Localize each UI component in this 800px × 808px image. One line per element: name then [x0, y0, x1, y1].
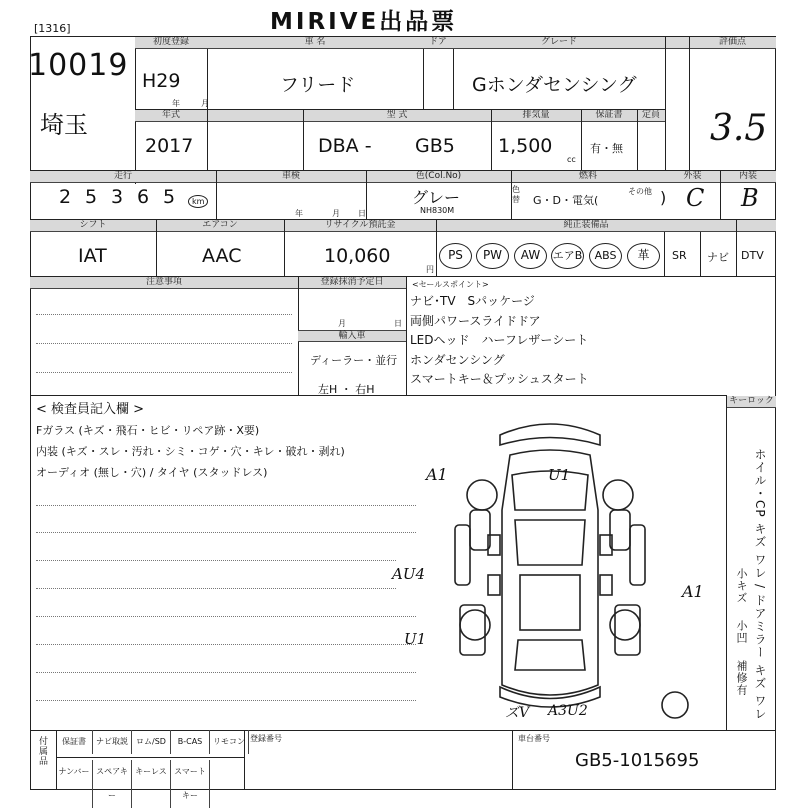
header-shaken: 車検 [216, 171, 366, 183]
inspector-header: < 検査員記入欄 > [36, 402, 145, 417]
mileage-unit: km [188, 195, 208, 208]
lot-number: 10019 [28, 48, 129, 83]
mileage-digit: 2 [58, 186, 72, 208]
header-capacity: 定員 [637, 110, 665, 122]
sheet-title: MIRIVE出品票 [270, 9, 458, 35]
header-reg-expiry: 登録抹消予定日 [298, 277, 406, 289]
right-small-3: 補修有 [735, 660, 748, 696]
header-score: 評価点 [689, 37, 776, 49]
header-grade: グレード [453, 37, 665, 49]
color-name: グレー [412, 188, 461, 207]
right-small-2: 小凹 [735, 620, 748, 644]
year-value: 2017 [145, 135, 194, 157]
header-sales-point: <セールスポイント> [412, 280, 489, 289]
damage-mark: AU4 [392, 565, 426, 583]
sales-points [410, 292, 589, 390]
header-warranty: 保証書 [581, 110, 637, 122]
header-notes: 注意事項 [30, 277, 298, 289]
mileage-digit: 5 [84, 186, 98, 208]
recycle-unit: 円 [426, 265, 434, 274]
sales-point-item: LEDヘッド ハーフレザーシート [410, 333, 589, 347]
inspector-line: Fガラス (キズ・飛石・ヒビ・リペア跡・X要) [36, 424, 260, 437]
header-interior: 内装 [720, 171, 776, 183]
accessory-label: ロム/SD [132, 730, 171, 754]
reg-day-unit: 日 [394, 319, 402, 328]
damage-mark: ズV [505, 705, 530, 721]
first-reg-month-unit: 月 [201, 99, 209, 108]
equip-leather: 革 [627, 243, 660, 269]
equip-navi: ナビ [707, 251, 729, 264]
header-doors: ドア [423, 37, 453, 49]
damage-mark: U1 [404, 630, 427, 648]
header-shift: シフト [30, 220, 156, 232]
shift-value: IAT [78, 245, 107, 267]
header-equipment: 純正装備品 [436, 220, 736, 232]
damage-mark: A1 [426, 465, 448, 484]
chassis-number-value: GB5-1015695 [575, 750, 700, 771]
fuel-other: その他 [628, 187, 652, 196]
equip-ps: PS [439, 243, 472, 269]
shaken-day-unit: 日 [358, 209, 366, 218]
header-model-type: 型 式 [303, 110, 491, 122]
header-year: 年式 [135, 110, 207, 122]
accessory-label: ナビ取説 [93, 730, 132, 754]
accessory-label: スペアキー [93, 760, 132, 808]
score-value: 3.5 [710, 108, 768, 149]
aircon-value: AAC [202, 245, 242, 267]
header-model-name: 車 名 [207, 37, 423, 49]
header-reg-number: 登録番号 [250, 734, 282, 743]
inspector-lines [36, 420, 345, 483]
header-keylock: キーロック [727, 396, 776, 408]
equip-sr: SR [672, 249, 687, 262]
model-name-value: フリード [280, 74, 356, 96]
header-import: 輸入車 [298, 330, 406, 342]
inspector-line: オーディオ (無し・穴) / タイヤ (スタッドレス) [36, 466, 268, 479]
mileage-digit: 6 [136, 186, 150, 208]
bottom-side-label: 付属品 [37, 736, 47, 766]
right-small-1: 小キズ [735, 568, 748, 604]
sales-point-item: 両側パワースライドドア [410, 313, 541, 328]
model-prefix: DBA - [318, 135, 372, 157]
equip-dtv: DTV [741, 249, 764, 262]
header-mileage: 走行 [30, 171, 216, 183]
dealer-label: ディーラー・並行 [310, 354, 398, 367]
fuel-close: ) [660, 188, 667, 207]
damage-mark: A3U2 [548, 703, 588, 719]
accessory-label: 保証書 [56, 730, 93, 754]
shaken-month-unit: 月 [332, 209, 340, 218]
mileage-digit: 5 [162, 186, 176, 208]
right-vertical-text: ホイル・CP キズ ワレ / ドアミラー キズ ワレ [753, 448, 767, 721]
model-code: GB5 [415, 135, 455, 157]
recycle-value: 10,060 [324, 245, 391, 267]
grade-value: Gホンダセンシング [472, 74, 637, 96]
accessory-label: リモコン [210, 730, 249, 754]
sales-point-item: スマートキー＆プッシュスタート [410, 372, 589, 386]
exterior-grade: C [686, 184, 705, 212]
shaken-year-unit: 年 [295, 209, 303, 218]
lot-code: [1316] [34, 22, 71, 35]
equip-airbag: エアB [551, 243, 584, 269]
header-exterior: 外装 [665, 171, 720, 183]
header-aircon: エアコン [156, 220, 284, 232]
damage-mark: A1 [682, 582, 704, 601]
header-displacement: 排気量 [491, 110, 581, 122]
color-change-label: 色替 [512, 185, 520, 204]
sales-point-item: ナビ･TV Sパッケージ [410, 294, 535, 308]
equip-abs: ABS [589, 243, 622, 269]
mileage-digit: 3 [110, 186, 124, 208]
header-color: 色(Col.No) [366, 171, 511, 183]
displacement-unit: cc [567, 155, 576, 164]
accessory-label: ナンバー [56, 760, 93, 808]
equip-pw: PW [476, 243, 509, 269]
interior-grade: B [741, 184, 759, 212]
reg-month-unit: 月 [338, 319, 346, 328]
accessory-row-bottom [56, 760, 210, 808]
equip-aw: AW [514, 243, 547, 269]
first-reg-value: H29 [142, 70, 181, 92]
displacement-value: 1,500 [498, 135, 553, 157]
accessory-label: B-CAS [171, 730, 210, 754]
sales-point-item: ホンダセンシング [410, 352, 505, 367]
steering-label: 左H ・ 右H [318, 383, 375, 396]
header-recycle: リサイクル預託金 [284, 220, 436, 232]
region: 埼玉 [40, 111, 88, 139]
mileage-value [52, 186, 182, 208]
header-fuel: 燃料 [511, 171, 665, 183]
accessory-label: キーレス [132, 760, 171, 808]
damage-mark: U1 [548, 466, 571, 484]
accessory-label: スマートキー [171, 760, 210, 808]
header-chassis-number: 車台番号 [518, 734, 550, 743]
header-first-reg: 初度登録 [135, 37, 207, 49]
inspector-line: 内装 (キズ・スレ・汚れ・シミ・コゲ・穴・キレ・破れ・剥れ) [36, 445, 345, 458]
accessory-row-top [56, 730, 249, 754]
warranty-value: 有・無 [590, 142, 623, 155]
first-reg-year-unit: 年 [172, 99, 180, 108]
car-damage-diagram [420, 415, 720, 730]
color-code: NH830M [420, 206, 455, 215]
fuel-options: G・D・電気( [533, 194, 599, 207]
